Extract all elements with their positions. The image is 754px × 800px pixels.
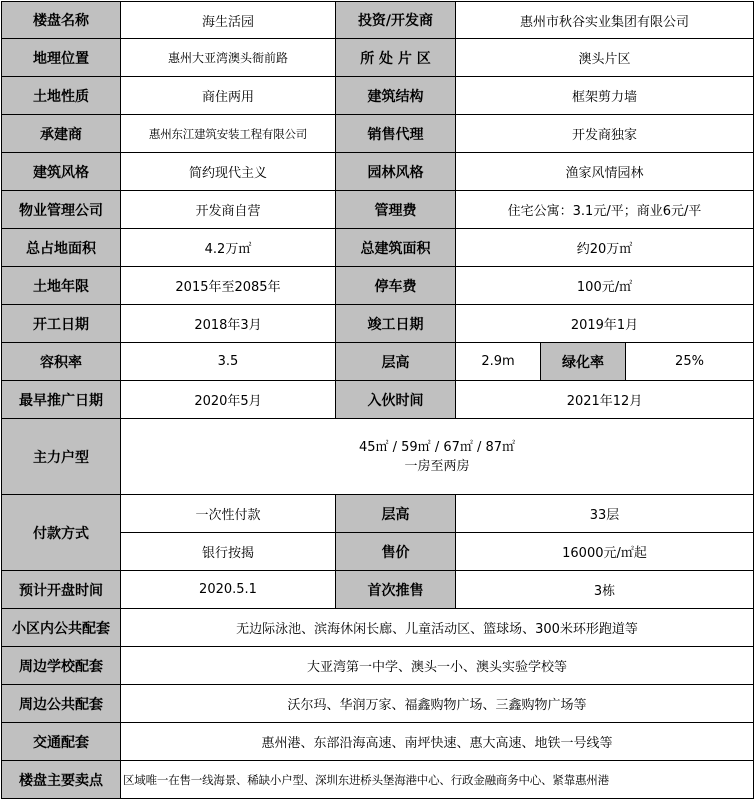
row-land-term: [2, 267, 754, 305]
schools-value: 大亚湾第一中学、澳头一小、澳头实验学校等: [121, 647, 754, 685]
floor-area-value: 约20万㎡: [456, 229, 754, 267]
row-opening: [2, 571, 754, 609]
structure-label: 建筑结构: [336, 77, 456, 115]
row-property-management: [2, 191, 754, 229]
green-ratio-label: 绿化率: [541, 343, 626, 381]
row-project-name: [2, 2, 754, 39]
land-use-value: 商住两用: [121, 77, 336, 115]
land-term-label: 土地年限: [2, 267, 121, 305]
unit-sizes: 45㎡ / 59㎡ / 67㎡ / 87㎡: [358, 439, 516, 455]
row-promotion: [2, 381, 754, 419]
row-dates: [2, 305, 754, 343]
row-ratios: [2, 343, 754, 381]
community-facilities-value: 无边际泳池、滨海休闲长廊、儿童活动区、篮球场、300米环形跑道等: [121, 609, 754, 647]
payment-mortgage-value: 银行按揭: [121, 533, 336, 571]
price-label: 售价: [336, 533, 456, 571]
green-ratio-value: 25%: [626, 343, 754, 381]
selling-points-value: 区域唯一在售一线海景、稀缺小户型、深圳东进桥头堡海港中心、行政金融商务中心、紧靠惠州港: [121, 761, 754, 799]
land-use-label: 土地性质: [2, 77, 121, 115]
payment-full-value: 一次性付款: [121, 495, 336, 533]
location-label: 地理位置: [2, 39, 121, 77]
opening-date-label: 预计开盘时间: [2, 571, 121, 609]
property-management-label: 物业管理公司: [2, 191, 121, 229]
row-contractor: [2, 115, 754, 153]
site-area-label: 总占地面积: [2, 229, 121, 267]
promotion-date-label: 最早推广日期: [2, 381, 121, 419]
row-community-facilities: [2, 609, 754, 647]
project-name-label: 楼盘名称: [2, 2, 121, 39]
property-info-table: [1, 1, 754, 799]
row-land-use: [2, 77, 754, 115]
public-facilities-value: 沃尔玛、华润万家、福鑫购物广场、三鑫购物广场等: [121, 685, 754, 723]
unit-rooms: 一房至两房: [404, 458, 470, 474]
parking-fee-value: 100元/㎡: [456, 267, 754, 305]
schools-label: 周边学校配套: [2, 647, 121, 685]
developer-value: 惠州市秋谷实业集团有限公司: [456, 2, 754, 39]
project-name-value: 海生活园: [121, 2, 336, 39]
public-facilities-label: 周边公共配套: [2, 685, 121, 723]
row-unit-types: [2, 419, 754, 495]
parking-fee-label: 停车费: [336, 267, 456, 305]
floors-value: 33层: [456, 495, 754, 533]
architecture-style-label: 建筑风格: [2, 153, 121, 191]
row-transport: [2, 723, 754, 761]
land-term-value: 2015年至2085年: [121, 267, 336, 305]
start-date-label: 开工日期: [2, 305, 121, 343]
row-style: [2, 153, 754, 191]
move-in-label: 入伙时间: [336, 381, 456, 419]
floor-height-label: 层高: [336, 343, 456, 381]
selling-points-label: 楼盘主要卖点: [2, 761, 121, 799]
row-selling-points: [2, 761, 754, 799]
property-management-value: 开发商自营: [121, 191, 336, 229]
completion-date-value: 2019年1月: [456, 305, 754, 343]
contractor-value: 惠州东江建筑安装工程有限公司: [121, 115, 336, 153]
architecture-style-value: 简约现代主义: [121, 153, 336, 191]
row-location: [2, 39, 754, 77]
sales-agent-value: 开发商独家: [456, 115, 754, 153]
garden-style-label: 园林风格: [336, 153, 456, 191]
payment-method-label: 付款方式: [2, 495, 121, 571]
opening-date-value: 2020.5.1: [121, 571, 336, 609]
move-in-value: 2021年12月: [456, 381, 754, 419]
row-payment-a: [2, 495, 754, 533]
unit-types-label: 主力户型: [2, 419, 121, 495]
floor-area-label: 总建筑面积: [336, 229, 456, 267]
management-fee-value: 住宅公寓：3.1元/平；商业6元/平: [456, 191, 754, 229]
sales-agent-label: 销售代理: [336, 115, 456, 153]
transport-label: 交通配套: [2, 723, 121, 761]
row-area: [2, 229, 754, 267]
price-value: 16000元/㎡起: [456, 533, 754, 571]
first-sale-label: 首次推售: [336, 571, 456, 609]
floors-label: 层高: [336, 495, 456, 533]
plot-ratio-value: 3.5: [121, 343, 336, 381]
location-value: 惠州大亚湾澳头衙前路: [121, 39, 336, 77]
developer-label: 投资/开发商: [336, 2, 456, 39]
first-sale-value: 3栋: [456, 571, 754, 609]
structure-value: 框架剪力墙: [456, 77, 754, 115]
community-facilities-label: 小区内公共配套: [2, 609, 121, 647]
management-fee-label: 管理费: [336, 191, 456, 229]
garden-style-value: 渔家风情园林: [456, 153, 754, 191]
unit-types-value: [121, 419, 754, 495]
promotion-date-value: 2020年5月: [121, 381, 336, 419]
completion-date-label: 竣工日期: [336, 305, 456, 343]
row-schools: [2, 647, 754, 685]
plot-ratio-label: 容积率: [2, 343, 121, 381]
site-area-value: 4.2万㎡: [121, 229, 336, 267]
floor-height-value: 2.9m: [456, 343, 541, 381]
district-label: 所 处 片 区: [336, 39, 456, 77]
district-value: 澳头片区: [456, 39, 754, 77]
contractor-label: 承建商: [2, 115, 121, 153]
transport-value: 惠州港、东部沿海高速、南坪快速、惠大高速、地铁一号线等: [121, 723, 754, 761]
row-public-facilities: [2, 685, 754, 723]
start-date-value: 2018年3月: [121, 305, 336, 343]
